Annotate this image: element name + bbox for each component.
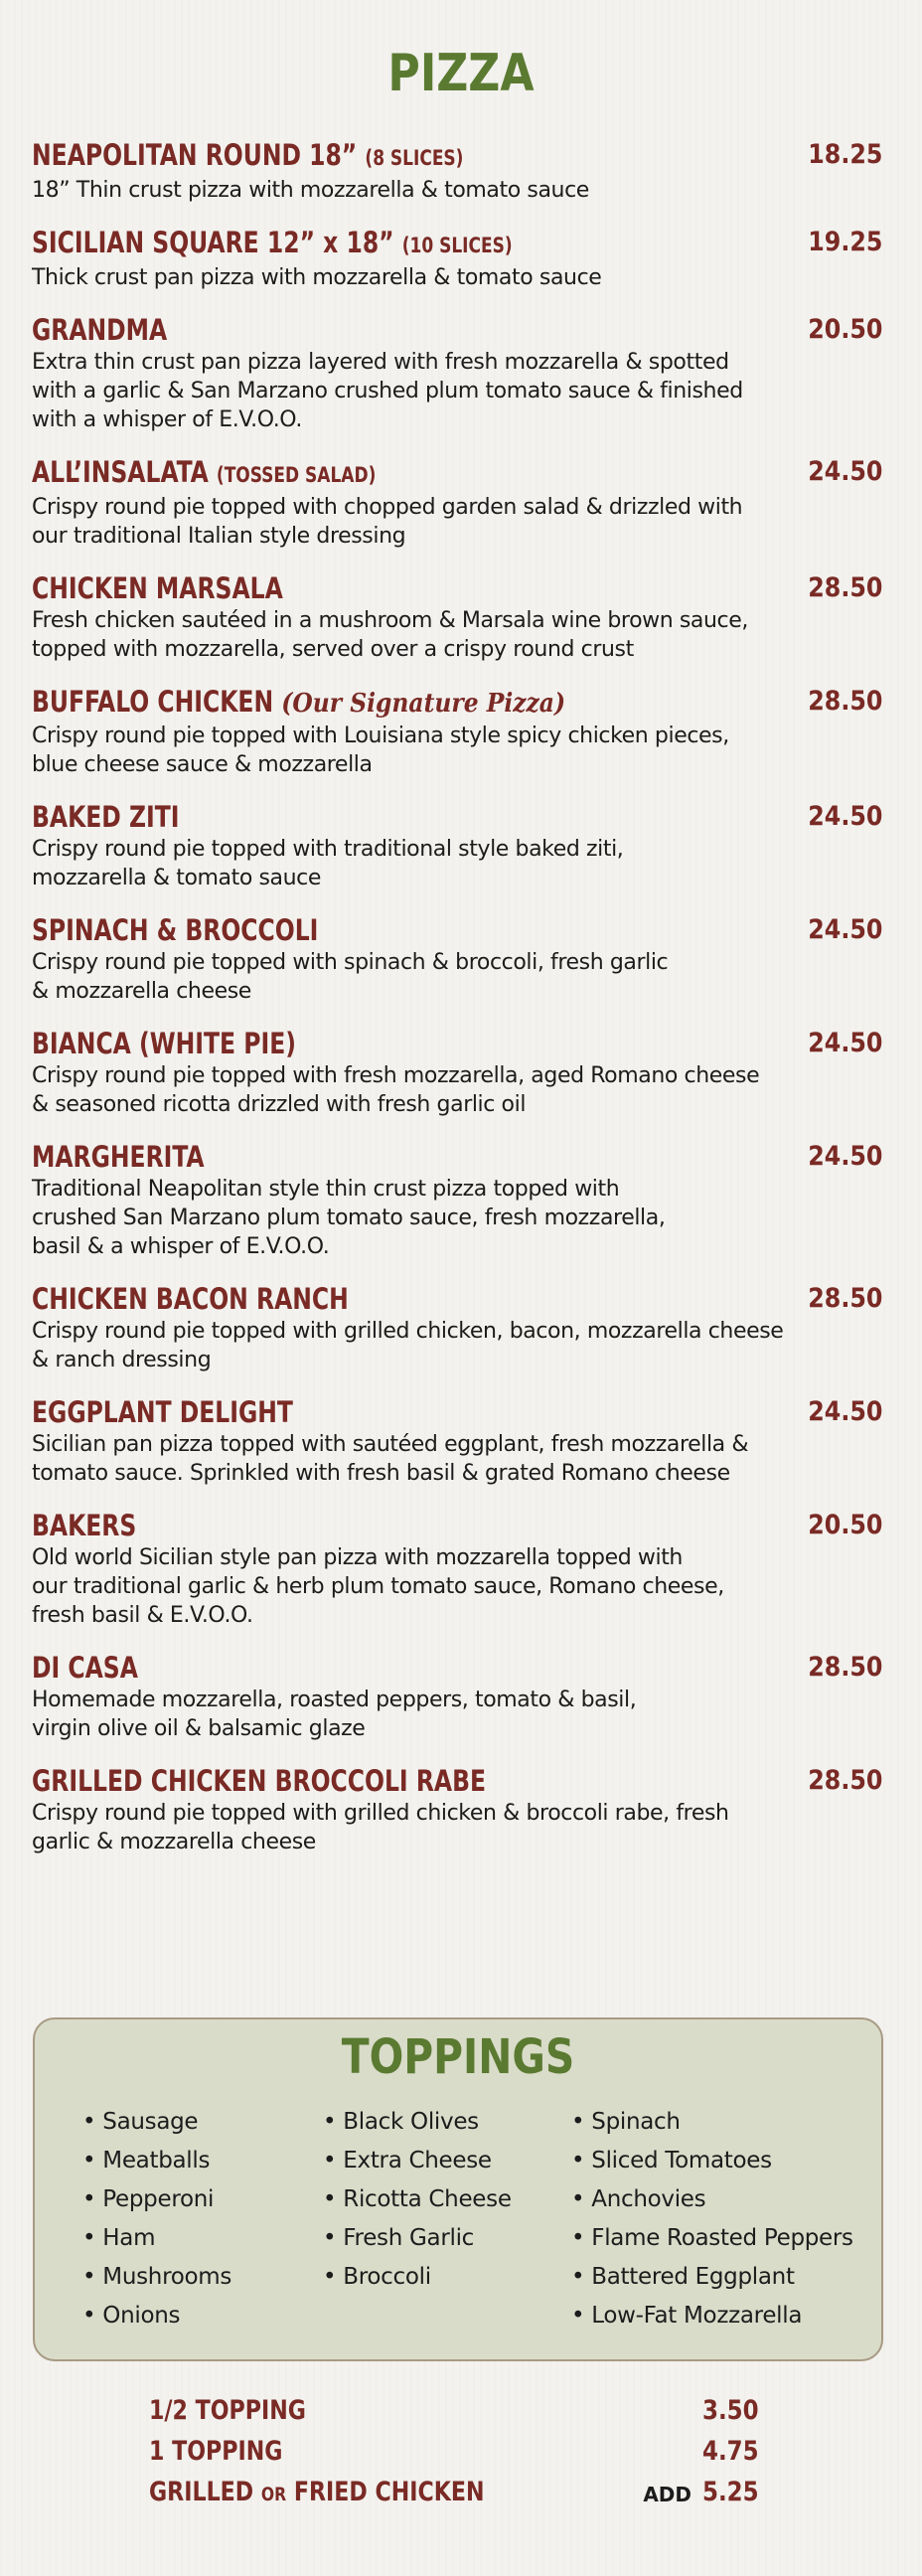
topping-item: • Ricotta Cheese — [323, 2180, 512, 2219]
toppings-title: TOPPINGS — [341, 2029, 575, 2085]
menu-item-di-casa — [32, 1650, 882, 1743]
pricing-value: 4.75 — [702, 2436, 759, 2467]
menu-item-description: 18” Thin crust pizza with mozzarella & tomato sauce — [32, 178, 589, 203]
menu-item-name: SICILIAN SQUARE 12” x 18” (10 SLICES) — [32, 226, 513, 259]
topping-item: • Mushrooms — [82, 2258, 231, 2297]
signature-tag: (Our Signature Pizza) — [281, 689, 566, 719]
menu-item-price: 20.50 — [807, 314, 882, 345]
menu-item-name: DI CASA — [32, 1651, 138, 1685]
topping-item: • Sausage — [82, 2103, 231, 2142]
toppings-column-1 — [82, 2103, 231, 2335]
pricing-row-half-topping — [149, 2390, 759, 2431]
topping-item: • Anchovies — [571, 2180, 853, 2219]
pricing-add-label: ADD — [643, 2483, 692, 2506]
menu-item-allinsalata — [32, 454, 882, 551]
pricing-value: 3.50 — [702, 2395, 759, 2426]
menu-item-buffalo-chicken — [32, 684, 882, 779]
menu-item-price: 28.50 — [807, 686, 882, 717]
menu-item-description: Sicilian pan pizza topped with sautéed eggplant, fresh mozzarella & tomato sauce. Sprinkled with fresh basil & grated Romano cheese — [32, 1432, 749, 1486]
menu-item-spinach-broccoli — [32, 912, 882, 1006]
menu-item-name: MARGHERITA — [32, 1140, 205, 1174]
menu-item-description: Crispy round pie topped with Louisiana style spicy chicken pieces, blue cheese sauce & mozzarella — [32, 724, 729, 777]
menu-item-price: 28.50 — [807, 1652, 882, 1683]
menu-item-grilled-chicken-broccoli-rabe — [32, 1763, 882, 1856]
menu-item-description: Homemade mozzarella, roasted peppers, tomato & basil, virgin olive oil & balsamic glaze — [32, 1688, 637, 1741]
menu-item-description: Crispy round pie topped with spinach & broccoli, fresh garlic & mozzarella cheese — [32, 950, 669, 1004]
menu-item-price: 28.50 — [807, 1765, 882, 1796]
topping-item: • Extra Cheese — [323, 2142, 512, 2180]
menu-item-price: 24.50 — [807, 1396, 882, 1427]
menu-item-description: Crispy round pie topped with fresh mozzarella, aged Romano cheese & seasoned ricotta drizzled with fresh garlic oil — [32, 1063, 760, 1117]
menu-item-name: CHICKEN BACON RANCH — [32, 1282, 349, 1316]
menu-item-sicilian — [32, 225, 882, 292]
pricing-label: GRILLED OR FRIED CHICKEN — [149, 2477, 485, 2507]
toppings-column-3 — [571, 2103, 853, 2335]
topping-pricing — [149, 2390, 759, 2512]
menu-item-description: Crispy round pie topped with traditional style baked ziti, mozzarella & tomato sauce — [32, 837, 624, 890]
pricing-label: 1/2 TOPPING — [149, 2395, 306, 2426]
menu-item-description: Thick crust pan pizza with mozzarella & tomato sauce — [32, 265, 602, 290]
menu-item-name: CHICKEN MARSALA — [32, 571, 283, 605]
menu-item-name: BIANCA (WHITE PIE) — [32, 1027, 296, 1060]
pricing-value: 5.25 — [702, 2477, 759, 2507]
topping-item: • Broccoli — [323, 2258, 512, 2297]
menu-item-description: Old world Sicilian style pan pizza with mozzarella topped with our traditional garlic & herb plum tomato sauce, Romano cheese, fresh basil & E.V.O.O. — [32, 1545, 724, 1628]
topping-item: • Ham — [82, 2219, 231, 2258]
menu-item-name: SPINACH & BROCCOLI — [32, 913, 319, 947]
menu-item-price: 28.50 — [807, 572, 882, 603]
topping-item: • Sliced Tomatoes — [571, 2142, 853, 2180]
page-title: PIZZA — [387, 44, 535, 103]
menu-item-description: Fresh chicken sautéed in a mushroom & Marsala wine brown sauce, topped with mozzarella, served over a crispy round crust — [32, 608, 748, 662]
topping-item: • Battered Eggplant — [571, 2258, 853, 2297]
menu-item-margherita — [32, 1139, 882, 1261]
menu-item-price: 19.25 — [807, 227, 882, 257]
topping-item: • Onions — [82, 2297, 231, 2335]
topping-item: • Meatballs — [82, 2142, 231, 2180]
menu-item-price: 24.50 — [807, 1141, 882, 1172]
menu-item-name: NEAPOLITAN ROUND 18” (8 SLICES) — [32, 138, 464, 172]
pricing-label: 1 TOPPING — [149, 2436, 283, 2467]
menu-item-name: BAKED ZITI — [32, 800, 180, 834]
topping-item: • Flame Roasted Peppers — [571, 2219, 853, 2258]
menu-item-name: BUFFALO CHICKEN (Our Signature Pizza) — [32, 685, 566, 719]
pizza-menu-list — [32, 137, 882, 1876]
menu-item-name: EGGPLANT DELIGHT — [32, 1395, 293, 1429]
toppings-panel — [33, 2017, 883, 2361]
menu-item-name: GRILLED CHICKEN BROCCOLI RABE — [32, 1764, 487, 1798]
menu-item-name: BAKERS — [32, 1509, 137, 1542]
menu-item-name: GRANDMA — [32, 313, 168, 347]
menu-item-name: ALL’INSALATA (TOSSED SALAD) — [32, 455, 377, 489]
menu-item-description: Crispy round pie topped with grilled chicken, bacon, mozzarella cheese & ranch dressing — [32, 1319, 784, 1372]
topping-item: • Spinach — [571, 2103, 853, 2142]
menu-item-price: 24.50 — [807, 914, 882, 945]
toppings-column-2 — [323, 2103, 512, 2297]
topping-item: • Low-Fat Mozzarella — [571, 2297, 853, 2335]
menu-item-grandma — [32, 312, 882, 434]
menu-item-description: Extra thin crust pan pizza layered with fresh mozzarella & spotted with a garlic & San Marzano crushed plum tomato sauce & finished with a whisper of E.V.O.O. — [32, 350, 743, 432]
topping-item: • Pepperoni — [82, 2180, 231, 2219]
menu-item-description: Traditional Neapolitan style thin crust pizza topped with crushed San Marzano plum tomato sauce, fresh mozzarella, basil & a whisper of E.V.O.O. — [32, 1177, 666, 1259]
menu-item-price: 18.25 — [807, 139, 882, 170]
pricing-row-chicken — [149, 2472, 759, 2512]
topping-item: • Black Olives — [323, 2103, 512, 2142]
menu-item-description: Crispy round pie topped with chopped garden salad & drizzled with our traditional Italian style dressing — [32, 495, 743, 549]
menu-item-eggplant-delight — [32, 1394, 882, 1488]
menu-item-price: 20.50 — [807, 1510, 882, 1540]
topping-item: • Fresh Garlic — [323, 2219, 512, 2258]
menu-item-description: Crispy round pie topped with grilled chicken & broccoli rabe, fresh garlic & mozzarella cheese — [32, 1801, 729, 1854]
menu-item-neapolitan — [32, 137, 882, 205]
pricing-row-one-topping — [149, 2431, 759, 2472]
menu-item-chicken-marsala — [32, 570, 882, 664]
menu-item-chicken-bacon-ranch — [32, 1281, 882, 1374]
menu-item-price: 24.50 — [807, 1028, 882, 1058]
menu-item-bakers — [32, 1508, 882, 1630]
menu-item-price: 24.50 — [807, 456, 882, 487]
menu-item-baked-ziti — [32, 799, 882, 892]
menu-item-bianca — [32, 1026, 882, 1119]
menu-item-price: 24.50 — [807, 801, 882, 832]
menu-item-price: 28.50 — [807, 1283, 882, 1314]
